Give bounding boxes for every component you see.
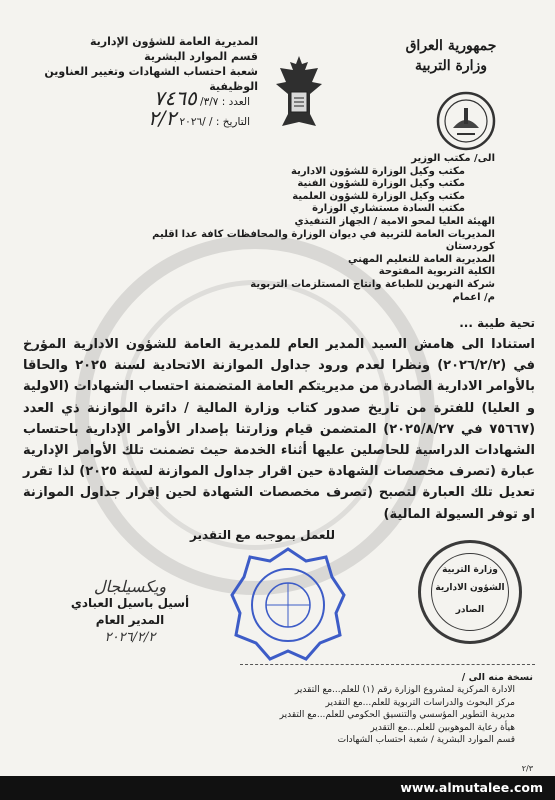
recipient-item: الكلية التربوية المفتوحة — [378, 266, 495, 278]
country-name: جمهورية العراق — [405, 38, 497, 54]
ministry-name: وزارة التربية — [414, 58, 488, 74]
ref-date-value: ٢/٢ — [147, 106, 177, 130]
signatory-title: المدير العام — [95, 613, 165, 627]
copies-block — [113, 672, 533, 746]
signatory-name: أسيل باسيل العبادي — [70, 596, 190, 610]
copies-label: نسخة منه الى / — [461, 672, 533, 683]
ref-date-label: التاريخ : / /٢٠٢٦ — [179, 116, 250, 128]
letterhead-right — [361, 36, 541, 76]
copy-item: مركز البحوث والدراسات التربوية للعلم...مع التقدير — [325, 697, 515, 708]
blue-seal-icon — [228, 545, 348, 665]
stamp-line-2: الشؤون الادارية — [435, 583, 505, 593]
recipient-item: الهيئة العليا لمحو الامية / الجهاز التنفيذي — [294, 215, 495, 227]
handwritten-signature: ويكسيلجال — [93, 577, 167, 596]
closing-line: للعمل بموجبه مع التقدير — [190, 528, 336, 542]
letterhead-left — [18, 34, 258, 94]
copy-item: مديرية التطوير المؤسسي والتنسيق الحكومي للعلم...مع التقدير — [279, 710, 515, 721]
recipient-item: شركة النهرين للطباعة وانتاج المستلزمات التربوية — [250, 278, 495, 290]
recipient-item: مكتب وكيل الوزارة للشؤون الادارية — [291, 165, 465, 177]
directorate-name: المديرية العامة للشؤون الإدارية — [89, 35, 258, 48]
site-footer-bar — [0, 776, 555, 800]
stamp-line-3: الصادر — [455, 605, 485, 615]
recipient-item: مكتب وكيل الوزارة للشؤون العلمية — [292, 190, 465, 202]
office-stamp — [418, 540, 522, 644]
ref-number-value: ٧٤٦٥ — [153, 86, 197, 110]
copy-item: قسم الموارد البشرية / شعبة احتساب الشهادات — [337, 735, 515, 746]
signature-date: ٢٠٢٦/٢/٢ — [104, 630, 156, 645]
ref-date-row — [40, 106, 250, 130]
section-name: شعبة احتساب الشهادات وتغيير العناوين الوظيفية — [44, 65, 258, 93]
recipient-item: المديرية العامة للتعليم المهني — [348, 253, 495, 265]
stamp-line-1: وزارة التربية — [442, 565, 498, 575]
ref-number-label: العدد : ٣/٧/ — [200, 96, 250, 108]
copy-item: الادارة المركزية لمشروع الوزارة رقم (١) للعلم...مع التقدير — [294, 685, 515, 696]
department-name: قسم الموارد البشرية — [144, 50, 258, 63]
signature-block — [60, 578, 200, 646]
subject-line: م/ اعمام — [452, 291, 495, 303]
reference-block — [40, 86, 250, 130]
copy-item: هيأة رعاية الموهوبين للعلم...مع التقدير — [370, 722, 515, 733]
recipients-block — [135, 153, 495, 304]
ref-number-row — [40, 86, 250, 110]
recipient-item: المديريات العامة للتربية في ديوان الوزارة والمحافظات كافة عدا اقليم كوردستان — [152, 228, 495, 253]
greeting: تحية طيبة ... — [459, 316, 535, 330]
separator-line — [240, 664, 535, 665]
page-number: ٢/٣ — [521, 764, 533, 773]
recipient-item: مكتب وكيل الوزارة للشؤون الفنية — [297, 178, 465, 190]
eagle-emblem-icon — [272, 52, 326, 134]
recipient-main: الى/ مكتب الوزير — [411, 153, 495, 164]
recipient-item: مكتب السادة مستشاري الوزارة — [312, 203, 465, 215]
site-url[interactable]: www.almutalee.com — [400, 780, 543, 795]
body-paragraph: استنادا الى هامش السيد المدير العام للمديرية العامة للشؤون الادارية المؤرخ في (٢٠٢٦/٢/٢) ونظرا لعدم ورود جداول الموازنة الاتحادية لسنة ٢٠٢٥ والحاقا بالأوامر الادارية الصادرة من مديريتكم العامة المتضمنة احتساب الشهادات (الاولية و العليا) للفترة من تاريخ صدور كتاب وزارة المالية / دائرة الموازنة ذي العدد (٧٥٦٦٧ في ٢٠٢٥/٨/٢٧) المتضمن قيام وزارتنا بإصدار الأوامر الإدارية باحتساب الشهادات الدراسية للحاصلين عليها أثناء الخدمة حيث تضمنت تلك الأوامر الإدارية عبارة (تصرف مخصصات الشهادة حين اقرار جداول الموازنة لسنة ٢٠٢٥) لذا تقرر تعديل تلك العبارة لتصبح (تصرف مخصصات الشهادة لحين إقرار جداول الموازنة او توفر السيولة المالية) — [23, 337, 536, 522]
ministry-logo-icon — [435, 90, 497, 152]
